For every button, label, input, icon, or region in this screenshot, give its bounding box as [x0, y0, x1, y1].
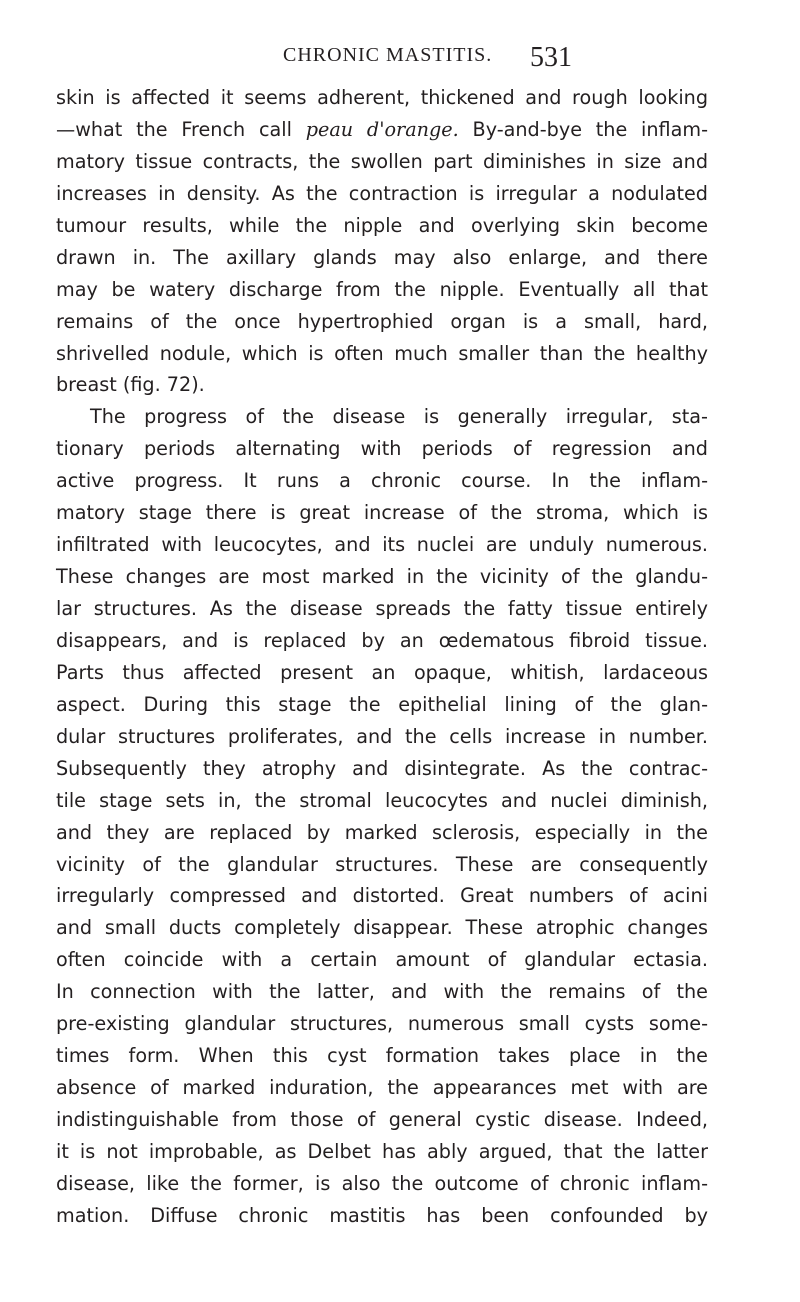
text-line: The progress of the disease is generally irregular, sta- [90, 405, 708, 429]
text-line: dular structures proliferates, and the cells increase in number. [56, 724, 708, 748]
text-line: indistinguishable from those of general cystic disease. Indeed, [56, 1108, 708, 1131]
page-number: 531 [530, 42, 572, 73]
text-line: tumour results, while the nipple and overlying skin become [56, 213, 708, 237]
text-line: and they are replaced by marked sclerosis, especially in the [56, 820, 708, 844]
body-text [56, 82, 708, 1232]
text-line: Parts thus affected present an opaque, whitish, lardaceous [56, 660, 708, 684]
text-run: By-and-bye the inflam- [458, 117, 709, 141]
text-line: In connection with the latter, and with the remains of the [56, 980, 708, 1004]
text-line: infiltrated with leucocytes, and its nuclei are unduly numerous. [56, 533, 708, 557]
text-line: active progress. It runs a chronic course. In the inflam- [56, 469, 708, 493]
text-line: pre-existing glandular structures, numerous small cysts some- [56, 1012, 708, 1036]
text-line: skin is affected it seems adherent, thickened and rough looking [56, 86, 708, 109]
text-line: disease, like the former, is also the outcome of chronic inflam- [56, 1171, 708, 1195]
text-line: remains of the once hypertrophied organ is a small, hard, [56, 309, 708, 333]
text-line: breast (fig. 72). [56, 373, 205, 397]
text-line: aspect. During this stage the epithelial lining of the glan- [56, 692, 708, 716]
running-title: CHRONIC MASTITIS. [283, 44, 493, 66]
emphasized-term: peau d'orange. [305, 117, 459, 141]
text-line: times form. When this cyst formation takes place in the [56, 1044, 708, 1068]
text-line: These changes are most marked in the vicinity of the glandu- [56, 565, 708, 589]
text-line: and small ducts completely disappear. These atrophic changes [56, 916, 708, 940]
text-line: irregularly compressed and distorted. Great numbers of acini [56, 884, 708, 908]
text-line: disappears, and is replaced by an œdematous fibroid tissue. [56, 628, 708, 652]
text-line: lar structures. As the disease spreads the fatty tissue entirely [56, 597, 708, 620]
text-line: shrivelled nodule, which is often much smaller than the healthy [56, 341, 708, 365]
text-line: tionary periods alternating with periods of regression and [56, 437, 708, 461]
text-line: absence of marked induration, the appearances met with are [56, 1076, 708, 1100]
text-line: may be watery discharge from the nipple. Eventually all that [56, 277, 708, 301]
text-line [56, 114, 708, 146]
text-line: vicinity of the glandular structures. These are consequently [56, 852, 708, 876]
text-line: increases in density. As the contraction is irregular a nodulated [56, 181, 708, 205]
text-line: often coincide with a certain amount of glandular ectasia. [56, 948, 708, 972]
text-line: Subsequently they atrophy and disintegrate. As the contrac- [56, 756, 708, 780]
text-line: matory stage there is great increase of the stroma, which is [56, 501, 708, 525]
text-line: it is not improbable, as Delbet has ably argued, that the latter [56, 1139, 708, 1163]
running-head [0, 44, 800, 80]
text-line: drawn in. The axillary glands may also enlarge, and there [56, 245, 708, 269]
text-run: —what the French call [56, 117, 306, 141]
text-line: tile stage sets in, the stromal leucocytes and nuclei diminish, [56, 788, 708, 812]
text-line: mation. Diffuse chronic mastitis has been confounded by [56, 1203, 708, 1227]
text-line: matory tissue contracts, the swollen part diminishes in size and [56, 149, 708, 173]
